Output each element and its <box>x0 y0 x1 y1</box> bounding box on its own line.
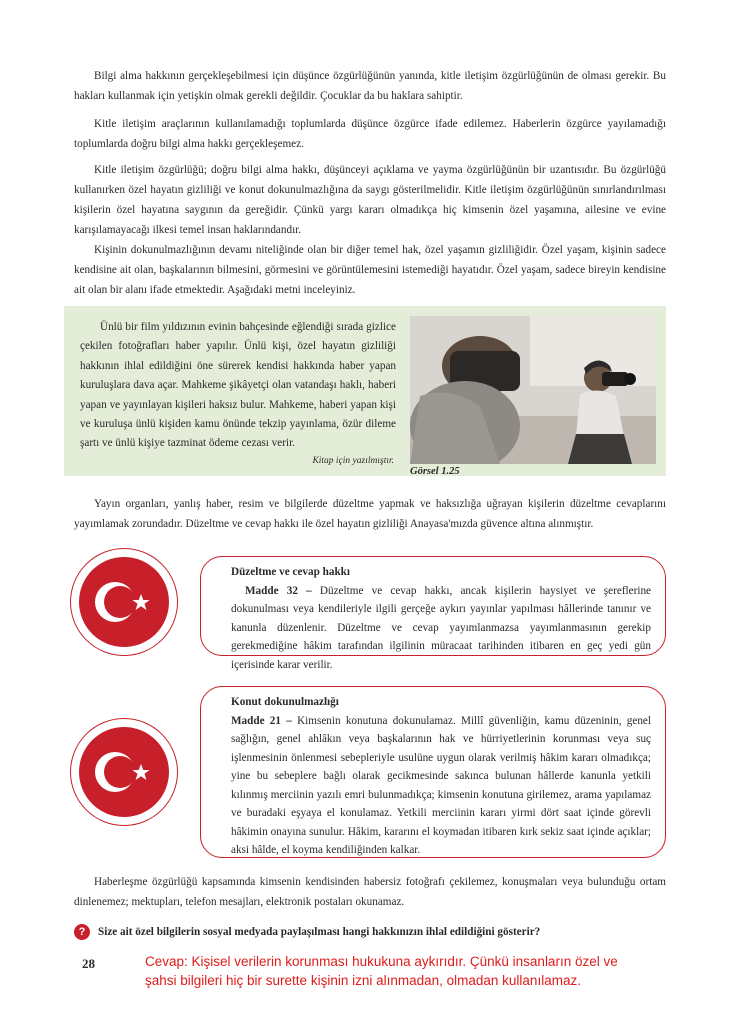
example-box <box>64 306 666 476</box>
law-box-madde-32 <box>200 556 666 671</box>
paragraph-6: Haberleşme özgürlüğü kapsamında kimsenin kendisinden habersiz fotoğrafı çekilemez, konuşmaları veya bulunduğu ortam dinlenemez; mektupları, telefon mesajları, elektronik postaları okunamaz. <box>74 876 666 908</box>
law-text: Düzeltme ve cevap hakkı, ancak kişilerin haysiyet ve şereflerine dokunulması veya kendileriyle ilgili gerçeğe aykırı yayınlar yapılması hâllerinde tanınır ve kanunla düzenlenir. Düzeltme ve cevap yayımlanmazsa yayımlanmasının gerekip gerekmediğine hâkim tarafından ilgilinin müracaat tarihinden itibaren en geç yedi gün içerisinde karar verilir. <box>231 584 652 671</box>
page-number: 28 <box>82 956 95 971</box>
example-source: Kitap için yazılmıştır. <box>312 456 394 466</box>
paragraph-3: Kitle iletişim özgürlüğü; doğru bilgi alma hakkı, düşünceyi açıklama ve yayma özgürlüğünün bir uzantısıdır. Bu özgürlüğü kullanırken özel hayatın gizliliği ve konut dokunulmazlığına da saygı gösterilmelidir. Kitle iletişim özgürlüğünün sınırlandırılması kişilerin özel hayatına saygının da gereğidir. Çünkü yargı kararı olmadıkça hiç kimsenin özel yaşamına, ailesine ve evine karışılamayacağı ilkesi temel insan haklarındandır. <box>74 164 666 236</box>
example-text: Ünlü bir film yıldızının evinin bahçesinde eğlendiği sırada gizlice çekilen fotoğrafları haber yapılır. Ünlü kişi, özel hayatın gizliliği hakkının ihlal edildiğini öne sürerek kendisi hakkında haber yapan kuruluşlara dava açar. Mahkeme şikâyetçi olan vatandaşı haklı, haberi yapan ve yayınlayan kişileri haksız bulur. Mahkeme, haberi yapan kişi ve kuruluşa ünlü kişiden kamu önünde tekzip yayınlama, özür dileme şartı ve ünlü kişiye tazminat ödeme cezası verir. <box>80 321 396 450</box>
paragraph-2: Kitle iletişim araçlarının kullanılamadığı toplumlarda düşünce özgürce ifade edilemez. Haberlerin özgürce yayılamadığı toplumlarda doğru bilgi alma hakkı gerçekleşemez. <box>74 118 666 150</box>
law-title: Konut dokunulmazlığı <box>231 696 339 708</box>
handwritten-answer: Cevap: Kişisel verilerin korunması hukukuna aykırıdır. Çünkü insanların özel ve şahsi bilgileri hiç bir surette kişinin izni alınmadan, olmadan kullanılamaz. <box>145 954 618 988</box>
turkish-flag-icon <box>70 718 178 826</box>
law-body <box>231 582 651 675</box>
law-text: Kimsenin konutuna dokunulamaz. Millî güvenliğin, kamu düzeninin, genel sağlığın, genel ahlâkın veya başkalarının hak ve hürriyetlerinin korunması veya suç işlenmesinin önlenmesi sebepleriyle usulüne uygun olarak verilmiş hâkim kararı olmadıkça; yine bu sebeplere bağlı olarak gecikmesinde sakınca bulunan hâllerde kanunla yetkili kılınmış merciinin yazılı emri bulunmadıkça; kimsenin konutuna girilemez, arama yapılamaz ve buradaki eşyaya el konulamaz. Yetkili merciinin kararı yirmi dört saat içinde görevli hâkimin onayına sunulur. Hâkim, kararını el koymadan itibaren kırk sekiz saat içinde açıklar; aksi hâlde, el koyma kendiliğinden kalkar. <box>231 714 651 856</box>
paragraph-1: Bilgi alma hakkının gerçekleşebilmesi için düşünce özgürlüğünün yanında, kitle iletişim özgürlüğünün de olması gerekir. Bu hakları kullanmak için yetişkin olmak gerekli değildir. Çocuklar da bu haklara sahiptir. <box>74 70 666 102</box>
law-box-madde-21 <box>200 686 666 858</box>
photographer-photo <box>410 316 656 464</box>
turkish-flag-icon <box>70 548 178 656</box>
paragraph-4: Kişinin dokunulmazlığının devamı niteliğinde olan bir diğer temel hak, özel yaşamın gizliliğidir. Özel yaşam, kişinin sadece kendisine ait olan, başkalarının bilmesini, görmesini ve görüntülemesini istemediği hayatıdır. Özel yaşam, sadece bireyin kendisine ait olan bir alanı ifade etmektedir. Aşağıdaki metni inceleyiniz. <box>74 244 666 296</box>
question <box>74 924 540 940</box>
photo-caption: Görsel 1.25 <box>410 466 460 477</box>
law-title: Düzeltme ve cevap hakkı <box>231 566 351 578</box>
paragraph-5: Yayın organları, yanlış haber, resim ve bilgilerde düzeltme yapmak ve haksızlığa uğrayan kişilerin düzeltme cevaplarını yayımlamak zorundadır. Düzeltme ve cevap hakkı ile özel hayatın gizliliği Anayasa'mızda güvence altına alınmıştır. <box>74 498 666 530</box>
law-body <box>231 712 651 860</box>
question-icon: ? <box>74 924 90 940</box>
photographer-illustration <box>410 316 656 464</box>
law-article: Madde 21 – <box>231 714 292 727</box>
law-article: Madde 32 – <box>245 584 312 597</box>
question-text: Size ait özel bilgilerin sosyal medyada paylaşılması hangi hakkınızın ihlal edildiğini gösterir? <box>98 926 541 938</box>
